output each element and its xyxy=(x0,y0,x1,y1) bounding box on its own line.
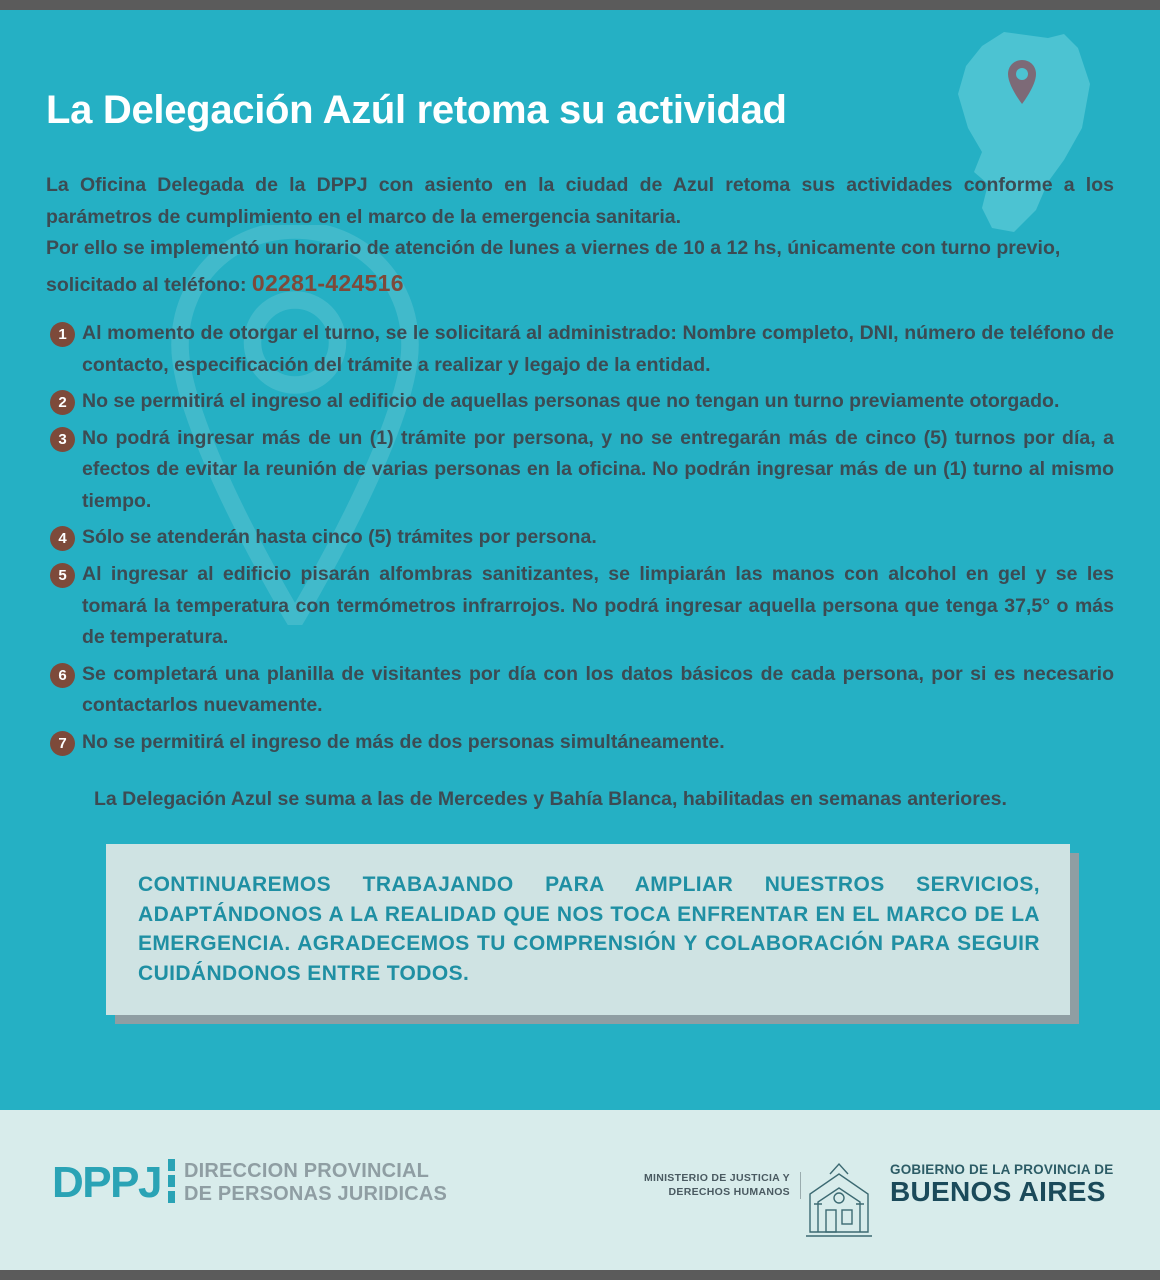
bottom-accent-bar xyxy=(0,1270,1160,1280)
poster-content xyxy=(0,10,1160,1015)
list-item xyxy=(46,386,1114,418)
ministry-line-2: DERECHOS HUMANOS xyxy=(668,1185,790,1198)
poster-body xyxy=(0,10,1160,1110)
rule-text: Sólo se atenderán hasta cinco (5) trámites por persona. xyxy=(82,526,597,549)
rule-text: No se permitirá el ingreso de más de dos personas simultáneamente. xyxy=(82,730,725,753)
callout-container xyxy=(106,844,1070,1015)
dppj-logo xyxy=(52,1158,447,1208)
government-line-2: BUENOS AIRES xyxy=(890,1176,1106,1207)
ministry-label xyxy=(630,1172,801,1199)
list-item xyxy=(46,559,1114,654)
logo-bars-icon xyxy=(168,1159,175,1207)
rule-number-badge: 6 xyxy=(50,663,75,688)
callout-text: CONTINUAREMOS TRABAJANDO PARA AMPLIAR NUESTROS SERVICIOS, ADAPTÁNDONOS A LA REALIDAD QUE NOS TOCA ENFRENTAR EN EL MARCO DE LA EMERGENCIA. AGRADECEMOS TU COMPRENSIÓN Y COLABORACIÓN PARA SEGUIR CUIDÁNDONOS ENTRE TODOS. xyxy=(106,844,1070,1015)
top-accent-bar xyxy=(0,0,1160,10)
list-item xyxy=(46,727,1114,759)
list-item xyxy=(46,423,1114,518)
government-label xyxy=(890,1162,1113,1206)
rule-number-badge: 2 xyxy=(50,390,75,415)
rule-text: Al momento de otorgar el turno, se le solicitará al administrado: Nombre completo, DNI, número de teléfono de contacto, especificación del trámite a realizar y legajo de la entidad. xyxy=(82,321,1114,376)
page-title: La Delegación Azúl retoma su actividad xyxy=(46,88,787,132)
list-item xyxy=(46,522,1114,554)
rule-number-badge: 3 xyxy=(50,427,75,452)
rule-number-badge: 7 xyxy=(50,731,75,756)
intro-paragraph-2-text: Por ello se implementó un horario de atención de lunes a viernes de 10 a 12 hs, únicamente con turno previo, solicitado al teléfono: xyxy=(46,237,1061,296)
closing-note: La Delegación Azul se suma a las de Mercedes y Bahía Blanca, habilitadas en semanas anteriores. xyxy=(94,787,1007,810)
dppj-wordmark: DPPJ xyxy=(52,1158,161,1207)
rule-number-badge: 5 xyxy=(50,563,75,588)
phone-number: 02281-424516 xyxy=(251,269,404,296)
rule-text: No podrá ingresar más de un (1) trámite por persona, y no se entregarán más de cinco (5) turnos por día, a efectos de evitar la reunión de varias personas en la oficina. No podrán ingresar más de un (1) turno al mismo tiempo. xyxy=(82,426,1114,512)
buenos-aires-crest-icon xyxy=(800,1154,878,1240)
ministry-line-1: MINISTERIO DE JUSTICIA Y xyxy=(643,1172,790,1184)
rule-number-badge: 1 xyxy=(50,322,75,347)
footer xyxy=(0,1110,1160,1270)
list-item xyxy=(46,318,1114,381)
intro-block xyxy=(46,170,1114,302)
list-item xyxy=(46,659,1114,722)
intro-paragraph-2 xyxy=(46,233,1114,302)
rule-text: No se permitirá el ingreso al edificio de aquellas personas que no tengan un turno previamente otorgado. xyxy=(82,390,1060,413)
dppj-name-line-2: DE PERSONAS JURIDICAS xyxy=(183,1183,448,1205)
dppj-name-line-1: DIRECCION PROVINCIAL xyxy=(183,1160,430,1182)
dppj-full-name xyxy=(184,1160,447,1206)
rules-list xyxy=(46,318,1114,759)
government-line-1: GOBIERNO DE LA PROVINCIA DE xyxy=(890,1162,1114,1177)
intro-paragraph-1: La Oficina Delegada de la DPPJ con asiento en la ciudad de Azul retoma sus actividades conforme a los parámetros de cumplimiento en el marco de la emergencia sanitaria. xyxy=(46,174,1114,228)
rule-text: Se completará una planilla de visitantes por día con los datos básicos de cada persona, por si es necesario contactarlos nuevamente. xyxy=(82,662,1114,717)
rule-text: Al ingresar al edificio pisarán alfombras sanitizantes, se limpiarán las manos con alcohol en gel y se les tomará la temperatura con termómetros infrarrojos. No podrá ingresar aquella persona que tenga 37,5° o más de temperatura. xyxy=(82,563,1114,649)
rule-number-badge: 4 xyxy=(50,526,75,551)
